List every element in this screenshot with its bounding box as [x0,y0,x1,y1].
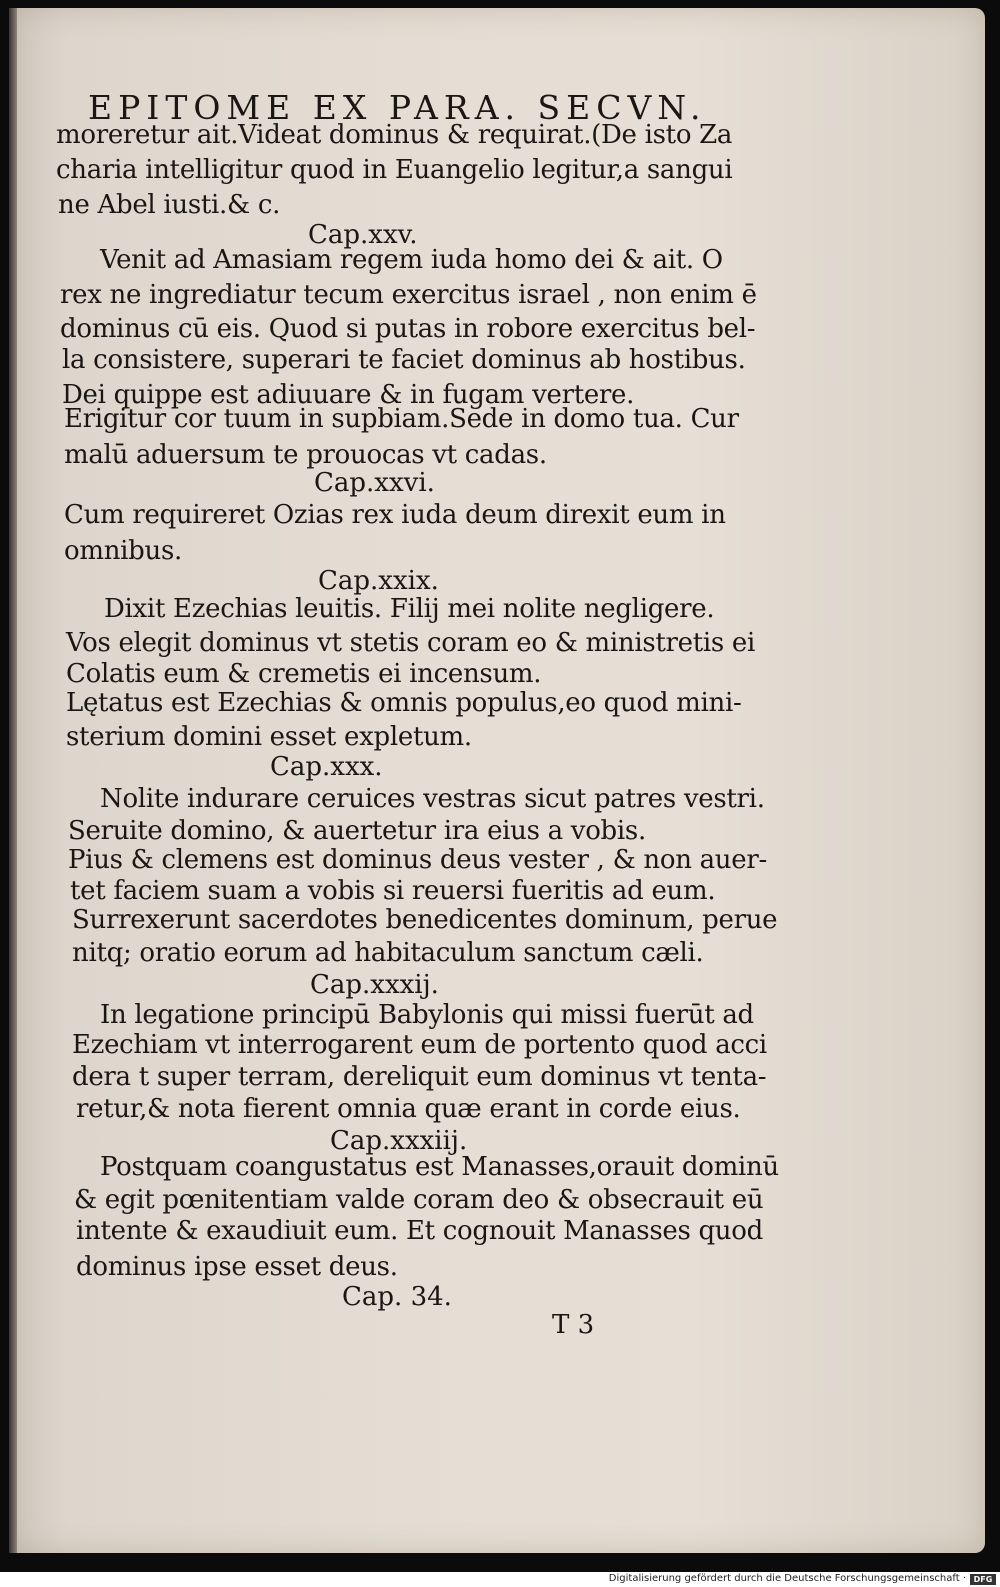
text-line: Nolite indurare ceruices vestras sicut patres vestri. [100,784,765,814]
text-line: Seruite domino, & auertetur ira eius a vobis. [68,816,646,846]
text-line: Surrexerunt sacerdotes benedicentes dominum, perue [72,905,778,935]
text-line: Venit ad Amasiam regem iuda homo dei & ait. O [100,245,723,275]
text-line: Ezechiam vt interrogarent eum de portento quod acci [72,1030,767,1060]
digitization-credit: Digitalisierung gefördert durch die Deutsche Forschungsgemeinschaft · [608,1573,966,1584]
text-line: Cum requireret Ozias rex iuda deum direxit eum in [64,500,726,530]
text-line: moreretur ait.Videat dominus & requirat.(De isto Za [56,120,733,150]
text-line: la consistere, superari te faciet dominus ab hostibus. [62,345,746,375]
text-line: omnibus. [64,536,182,566]
text-line: Dei quippe est adiuuare & in fugam vertere. [62,380,635,410]
chapter-heading: Cap. 34. [342,1282,452,1312]
text-line: charia intelligitur quod in Euangelio legitur,a sangui [56,155,733,185]
text-line: Dixit Ezechias leuitis. Filij mei nolite negligere. [104,594,715,624]
text-line: nitq; oratio eorum ad habitaculum sanctum cæli. [72,938,704,968]
chapter-heading: Cap.xxxiij. [330,1126,468,1156]
text-line: rex ne ingrediatur tecum exercitus israel , non enim ē [60,280,757,310]
page-binding-edge [9,8,17,1553]
text-line: Lętatus est Ezechias & omnis populus,eo quod mini- [66,688,742,718]
dfg-logo: DFG [970,1574,996,1585]
chapter-heading: Cap.xxix. [318,566,439,596]
text-line: Erigitur cor tuum in supbiam.Sede in domo tua. Cur [64,404,739,434]
text-line: tet faciem suam a vobis si reuersi fueritis ad eum. [70,876,716,906]
text-line: Postquam coangustatus est Manasses,orauit dominū [100,1152,779,1182]
signature-mark: T 3 [552,1310,595,1340]
text-line: intente & exaudiuit eum. Et cognouit Manasses quod [76,1216,763,1246]
text-line: Colatis eum & cremetis ei incensum. [66,659,542,689]
text-line: & egit pœnitentiam valde coram deo & obsecrauit eū [74,1185,764,1215]
book-page [9,8,985,1553]
chapter-heading: Cap.xxv. [308,220,418,250]
text-line: dera t super terram, dereliquit eum dominus vt tenta- [72,1062,767,1092]
text-line: dominus cū eis. Quod si putas in robore exercitus bel- [60,314,756,344]
text-line: Vos elegit dominus vt stetis coram eo & ministretis ei [66,628,756,658]
text-line: Pius & clemens est dominus deus vester , & non auer- [68,845,767,875]
text-line: ne Abel iusti.& c. [58,190,281,220]
chapter-heading: Cap.xxvi. [314,468,435,498]
text-line: dominus ipse esset deus. [76,1252,398,1282]
text-line: In legatione principū Babylonis qui missi fuerūt ad [100,1000,754,1030]
text-line: malū aduersum te prouocas vt cadas. [64,440,547,470]
chapter-heading: Cap.xxx. [270,752,383,782]
running-header: EPITOME EX PARA. SECVN. [88,88,707,127]
text-line: sterium domini esset expletum. [66,722,472,752]
text-line: retur,& nota fierent omnia quæ erant in corde eius. [76,1094,741,1124]
chapter-heading: Cap.xxxij. [310,970,439,1000]
